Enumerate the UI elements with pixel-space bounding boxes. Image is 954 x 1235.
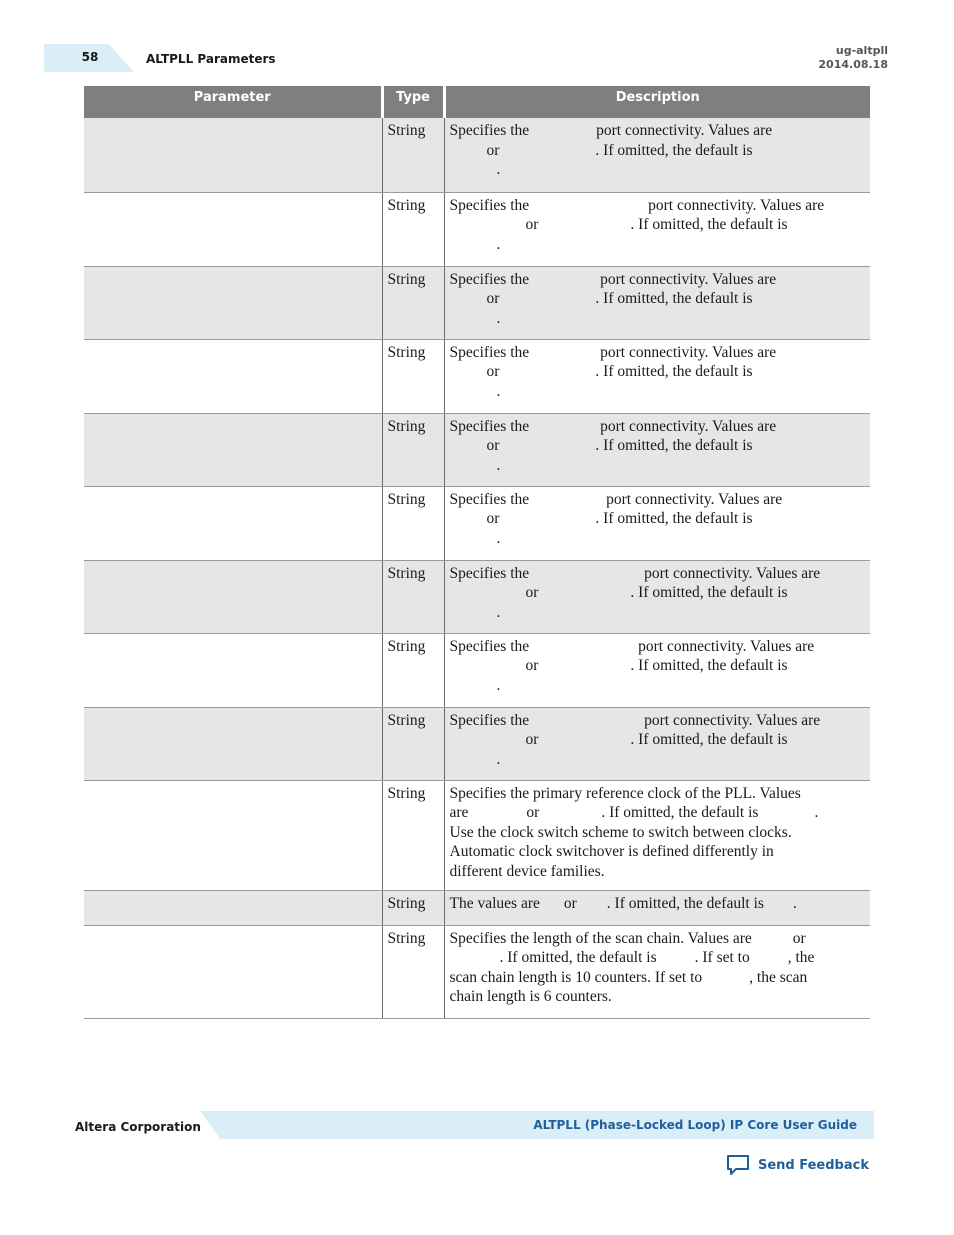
section-title: ALTPLL Parameters: [146, 52, 276, 66]
description-line: or . If omitted, the default is: [525, 584, 788, 601]
description-line: are or . If omitted, the default is .: [449, 804, 819, 821]
description-cell: [444, 780, 870, 890]
description-cell: [444, 266, 870, 339]
description-cell: [444, 339, 870, 413]
type-cell: String: [382, 486, 444, 560]
parameter-cell: [84, 339, 382, 413]
parameter-cell: [84, 633, 382, 707]
guide-title-link[interactable]: ALTPLL (Phase-Locked Loop) IP Core User Guide: [533, 1118, 857, 1132]
type-cell: String: [382, 707, 444, 780]
description-cell: [444, 192, 870, 266]
description-line: .: [496, 382, 501, 400]
description-line: .: [496, 676, 501, 694]
send-feedback-label: Send Feedback: [758, 1157, 869, 1173]
description-cell: [444, 486, 870, 560]
table-row: [84, 192, 870, 266]
type-cell: String: [382, 633, 444, 707]
company-name: Altera Corporation: [75, 1120, 201, 1134]
table-row: [84, 413, 870, 486]
description-line: Specifies the port connectivity. Values are: [449, 564, 821, 582]
table-row: [84, 780, 870, 890]
description-line: .: [496, 235, 501, 253]
table-row: [84, 560, 870, 633]
description-line: The values are or . If omitted, the default is .: [449, 894, 797, 912]
description-line: Specifies the port connectivity. Values are: [449, 270, 777, 288]
type-cell: String: [382, 266, 444, 339]
description-line: or . If omitted, the default is: [486, 437, 753, 454]
description-line: . If omitted, the default is . If set to , the: [499, 949, 815, 966]
send-feedback-link[interactable]: [726, 1154, 869, 1176]
parameter-cell: [84, 266, 382, 339]
description-line: or . If omitted, the default is: [525, 731, 788, 748]
type-cell: String: [382, 339, 444, 413]
description-line: or . If omitted, the default is: [486, 363, 753, 380]
type-cell: String: [382, 780, 444, 890]
description-line: different device families.: [449, 862, 605, 880]
parameters-table: [84, 86, 870, 1019]
parameter-cell: [84, 486, 382, 560]
speech-bubble-icon: [726, 1154, 750, 1176]
type-cell: String: [382, 890, 444, 925]
description-line: Automatic clock switchover is defined differently in: [449, 843, 774, 860]
doc-id-label: ug-altpll: [835, 44, 888, 57]
description-line: Specifies the port connectivity. Values are: [449, 196, 825, 214]
description-line: .: [496, 529, 501, 547]
description-cell: [444, 633, 870, 707]
table-body: [84, 118, 870, 1018]
description-line: .: [496, 603, 501, 621]
description-line: or . If omitted, the default is: [525, 657, 788, 674]
document-id: [818, 44, 888, 72]
table-row: [84, 266, 870, 339]
column-header-type: Type: [382, 86, 444, 118]
description-line: or . If omitted, the default is: [486, 510, 753, 527]
parameter-cell: [84, 192, 382, 266]
description-line: .: [496, 750, 501, 768]
table-row: [84, 339, 870, 413]
description-line: scan chain length is 10 counters. If set to , the scan: [449, 968, 808, 986]
parameter-cell: [84, 707, 382, 780]
table-header-row: [84, 86, 870, 118]
description-line: Specifies the primary reference clock of the PLL. Values: [449, 784, 801, 802]
parameter-cell: [84, 890, 382, 925]
parameter-cell: [84, 780, 382, 890]
description-line: Specifies the length of the scan chain. Values are or: [449, 929, 806, 947]
description-line: Specifies the port connectivity. Values are: [449, 417, 777, 435]
description-line: or . If omitted, the default is: [525, 216, 788, 233]
description-cell: [444, 560, 870, 633]
description-cell: [444, 925, 870, 1018]
description-line: .: [496, 161, 501, 178]
type-cell: String: [382, 413, 444, 486]
description-cell: [444, 707, 870, 780]
type-cell: String: [382, 560, 444, 633]
description-cell: [444, 890, 870, 925]
description-line: Specifies the port connectivity. Values are: [449, 343, 777, 361]
description-line: Specifies the port connectivity. Values are: [449, 711, 821, 729]
table-row: [84, 707, 870, 780]
description-line: Specifies the port connectivity. Values are: [449, 637, 815, 655]
description-line: Specifies the port connectivity. Values are: [449, 490, 783, 508]
description-line: Specifies the port connectivity. Values are: [449, 122, 773, 139]
table-row: [84, 890, 870, 925]
column-header-parameter: Parameter: [84, 86, 382, 118]
type-cell: String: [382, 192, 444, 266]
description-cell: [444, 118, 870, 192]
parameter-cell: [84, 925, 382, 1018]
type-cell: String: [382, 118, 444, 192]
description-line: Use the clock switch scheme to switch between clocks.: [449, 823, 792, 841]
column-header-description: Description: [444, 86, 870, 118]
table-row: [84, 633, 870, 707]
table-row: [84, 925, 870, 1018]
type-cell: String: [382, 925, 444, 1018]
parameter-cell: [84, 413, 382, 486]
description-line: or . If omitted, the default is: [486, 290, 753, 307]
description-cell: [444, 413, 870, 486]
table-row: [84, 486, 870, 560]
doc-date-label: 2014.08.18: [818, 58, 888, 71]
description-line: .: [496, 309, 501, 327]
parameter-cell: [84, 118, 382, 192]
table-row: [84, 118, 870, 192]
description-line: chain length is 6 counters.: [449, 988, 612, 1005]
description-line: or . If omitted, the default is: [486, 141, 753, 159]
page-number: 58: [81, 50, 99, 64]
description-line: .: [496, 456, 501, 474]
parameter-cell: [84, 560, 382, 633]
